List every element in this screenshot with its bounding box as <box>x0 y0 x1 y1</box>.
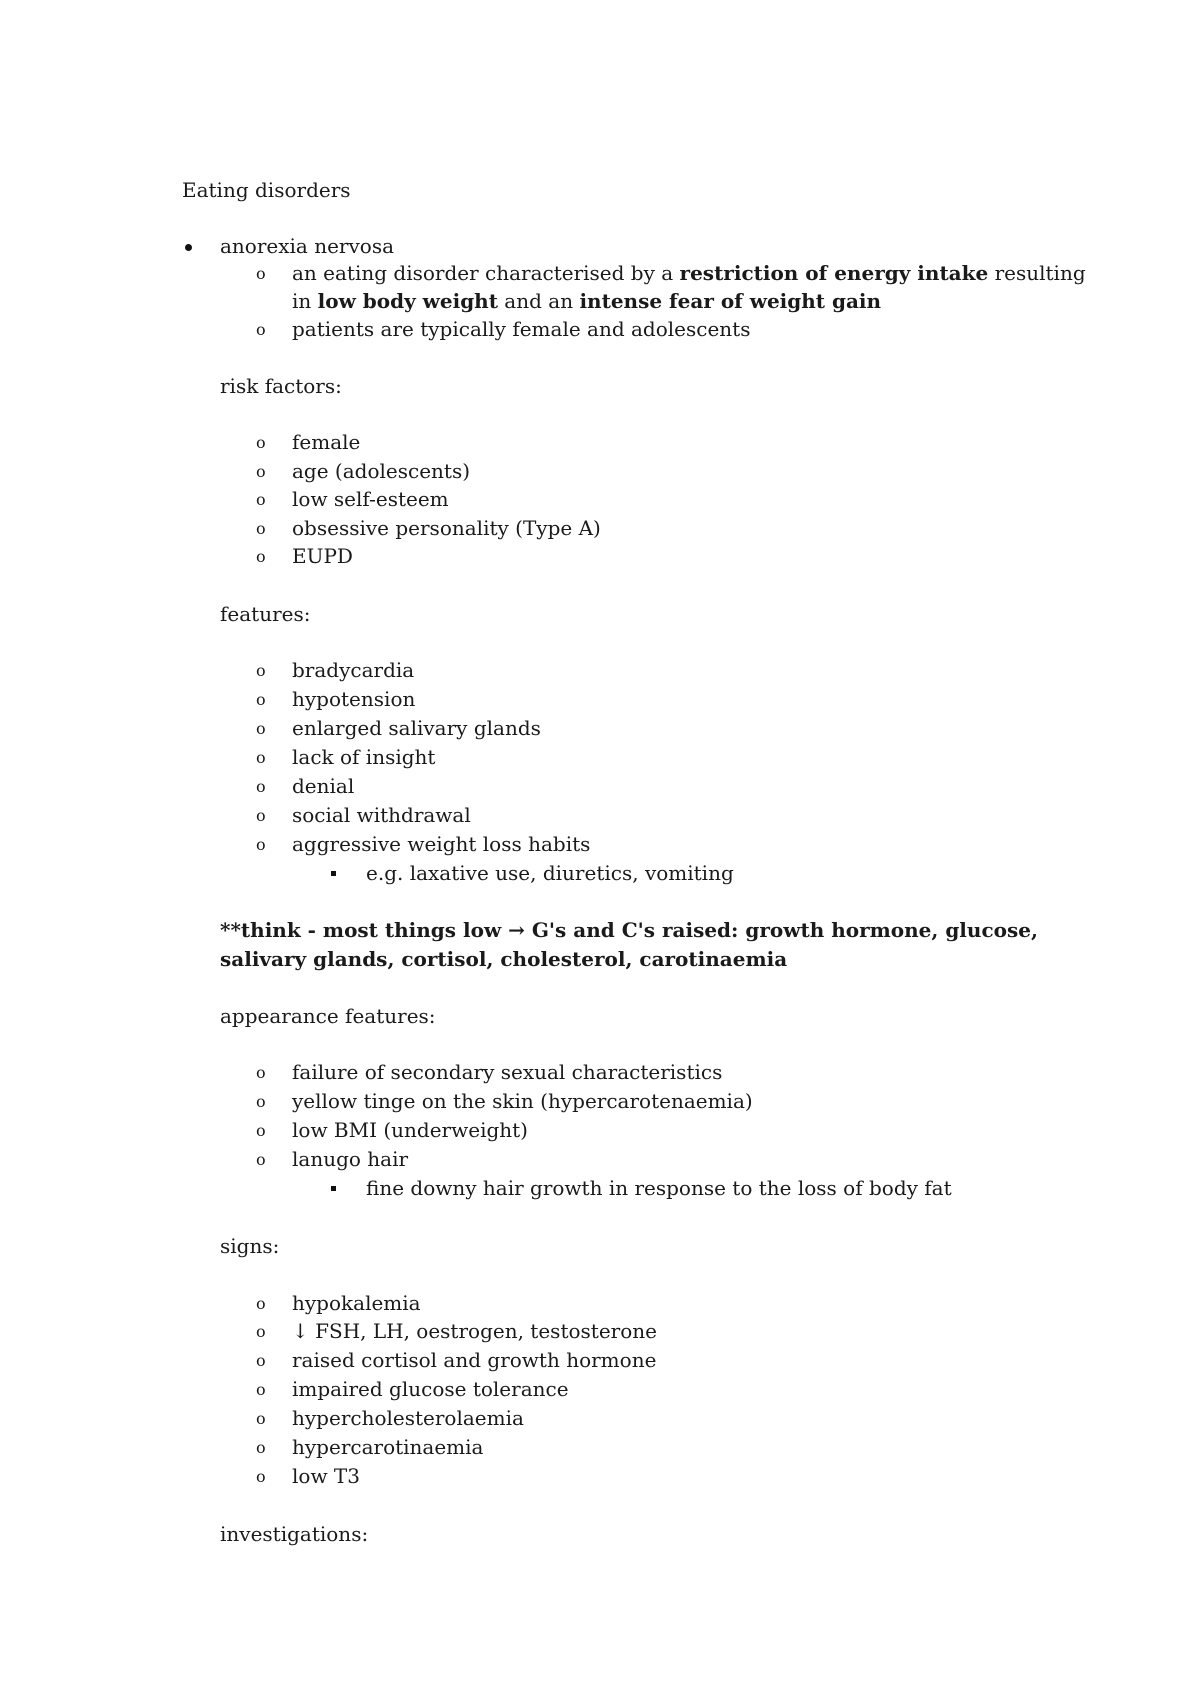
circle-bullet-icon: o <box>256 1121 266 1140</box>
definition-line-2: in low body weight and an intense fear of weight gain <box>292 289 882 313</box>
risk-factor-item: age (adolescents) <box>292 459 471 483</box>
appearance-sub-item: fine downy hair growth in response to the loss of body fat <box>366 1176 952 1200</box>
square-bullet-icon <box>331 1186 336 1191</box>
square-bullet-icon <box>331 871 336 876</box>
circle-bullet-icon: o <box>256 490 266 509</box>
circle-bullet-icon: o <box>256 462 266 481</box>
circle-bullet-icon: o <box>256 1467 266 1486</box>
appearance-item: lanugo hair <box>292 1147 409 1171</box>
circle-bullet-icon: o <box>256 777 266 796</box>
note-line-2: salivary glands, cortisol, cholesterol, carotinaemia <box>220 947 788 971</box>
note-line-1: **think - most things low → G's and C's raised: growth hormone, glucose, <box>220 918 1038 942</box>
sign-item: hypercholesterolaemia <box>292 1406 524 1430</box>
risk-factor-item: low self-esteem <box>292 487 449 511</box>
circle-bullet-icon: o <box>256 719 266 738</box>
feature-item: enlarged salivary glands <box>292 716 541 740</box>
sign-item: low T3 <box>292 1464 360 1488</box>
risk-factor-item: female <box>292 430 361 454</box>
circle-bullet-icon: o <box>256 1351 266 1370</box>
investigations-heading: investigations: <box>220 1522 369 1546</box>
signs-heading: signs: <box>220 1234 280 1258</box>
circle-bullet-icon: o <box>256 320 266 339</box>
circle-bullet-icon: o <box>256 547 266 566</box>
risk-factors-heading: risk factors: <box>220 374 342 398</box>
sign-item: raised cortisol and growth hormone <box>292 1348 657 1372</box>
risk-factor-item: EUPD <box>292 544 353 568</box>
circle-bullet-icon: o <box>256 1438 266 1457</box>
appearance-item: low BMI (underweight) <box>292 1118 528 1142</box>
circle-bullet-icon: o <box>256 1322 266 1341</box>
circle-bullet-icon: o <box>256 1294 266 1313</box>
definition-line-1: an eating disorder characterised by a restriction of energy intake resulting <box>292 261 1086 285</box>
feature-item: hypotension <box>292 687 416 711</box>
appearance-heading: appearance features: <box>220 1004 436 1028</box>
patients-item: patients are typically female and adolescents <box>292 317 751 341</box>
features-heading: features: <box>220 602 311 626</box>
risk-factor-item: obsessive personality (Type A) <box>292 516 601 540</box>
circle-bullet-icon: o <box>256 1380 266 1399</box>
main-list-item: anorexia nervosa <box>220 234 395 258</box>
circle-bullet-icon: o <box>256 519 266 538</box>
circle-bullet-icon: o <box>256 661 266 680</box>
circle-bullet-icon: o <box>256 690 266 709</box>
appearance-item: yellow tinge on the skin (hypercarotenaemia) <box>292 1089 753 1113</box>
feature-sub-item: e.g. laxative use, diuretics, vomiting <box>366 861 734 885</box>
circle-bullet-icon: o <box>256 806 266 825</box>
bullet-icon <box>185 244 192 251</box>
feature-item: denial <box>292 774 355 798</box>
circle-bullet-icon: o <box>256 264 266 283</box>
feature-item: social withdrawal <box>292 803 471 827</box>
circle-bullet-icon: o <box>256 1150 266 1169</box>
feature-item: aggressive weight loss habits <box>292 832 591 856</box>
circle-bullet-icon: o <box>256 1063 266 1082</box>
sign-item: hypercarotinaemia <box>292 1435 484 1459</box>
feature-item: lack of insight <box>292 745 436 769</box>
feature-item: bradycardia <box>292 658 415 682</box>
circle-bullet-icon: o <box>256 748 266 767</box>
sign-item: ↓ FSH, LH, oestrogen, testosterone <box>292 1319 657 1343</box>
page-title: Eating disorders <box>182 178 351 202</box>
appearance-item: failure of secondary sexual characteristics <box>292 1060 723 1084</box>
circle-bullet-icon: o <box>256 1092 266 1111</box>
sign-item: hypokalemia <box>292 1291 421 1315</box>
sign-item: impaired glucose tolerance <box>292 1377 569 1401</box>
circle-bullet-icon: o <box>256 835 266 854</box>
circle-bullet-icon: o <box>256 1409 266 1428</box>
circle-bullet-icon: o <box>256 433 266 452</box>
